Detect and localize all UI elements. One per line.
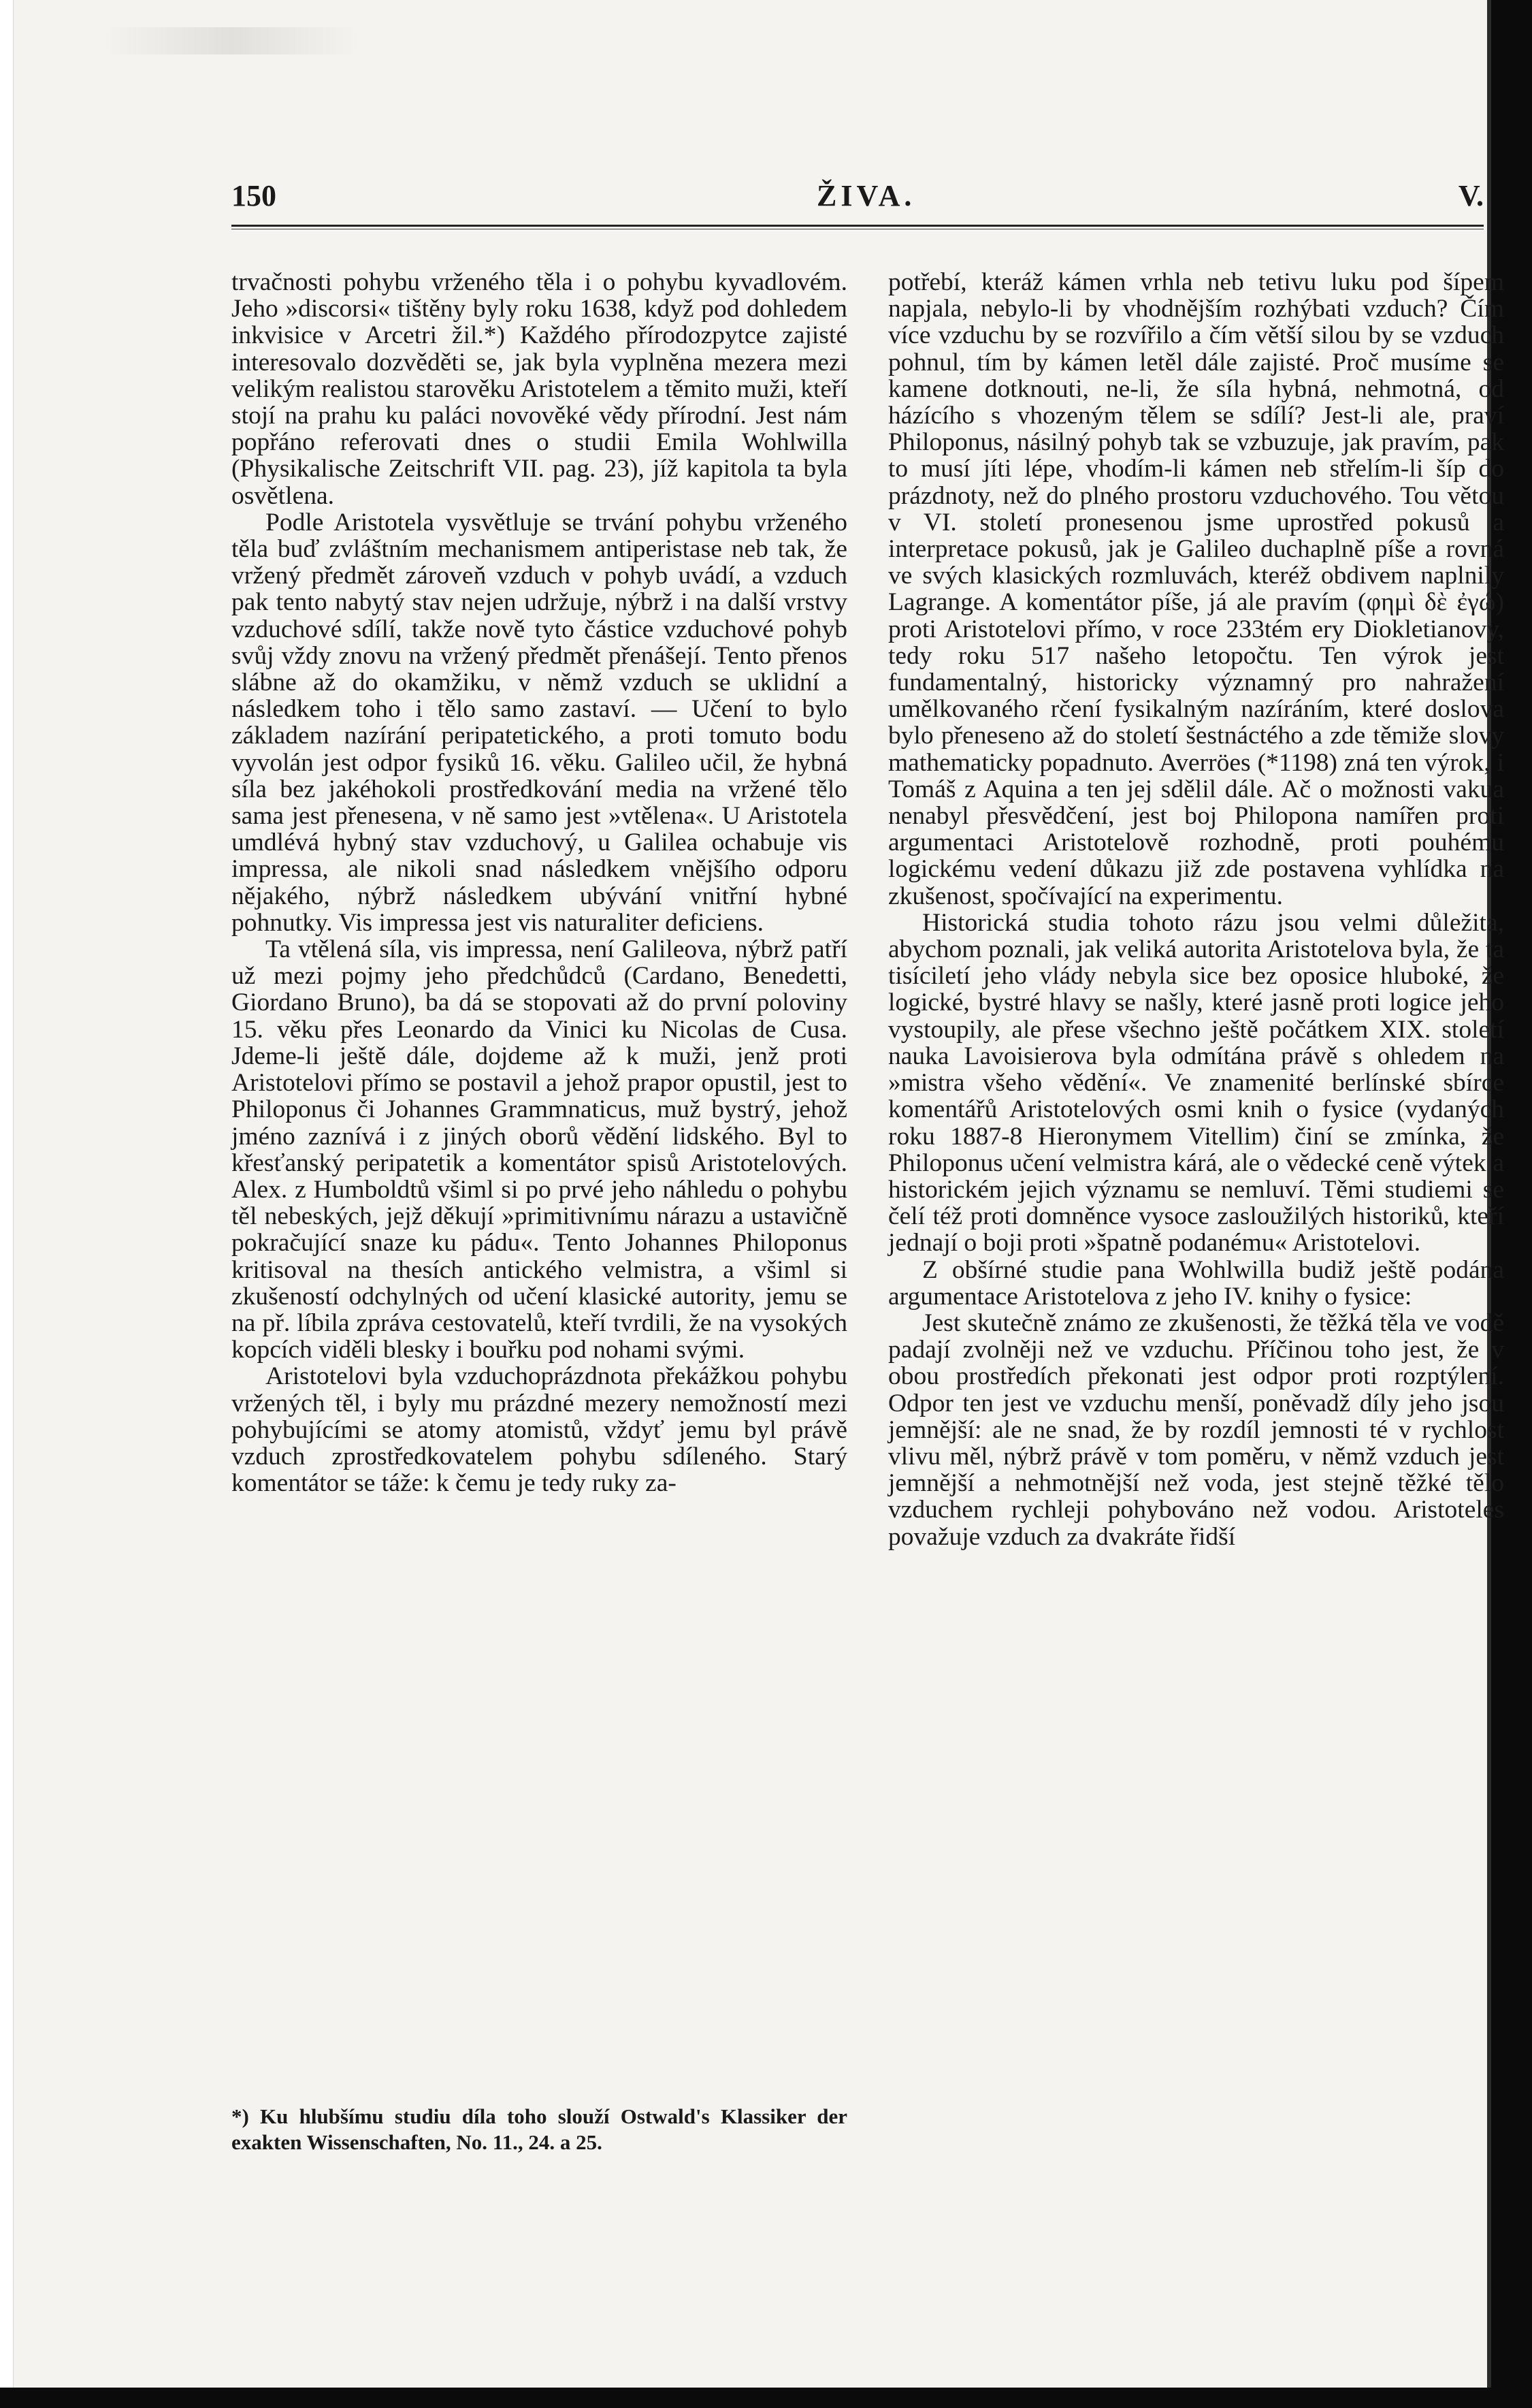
paragraph: Historická studia tohoto rázu jsou velmi důležita, abychom poznali, jak veliká autorita Aristotelova byla, že ta tisíciletí jeho vlády nebyla sice bez oposice hluboké, že logické, bystré hlavy se našly, které jasně proti logice jeho vystoupily, ale přese všechno ještě počátkem XIX. století nauka Lavoisierova byla odmítána právě s ohledem na »mistra všeho vědění«. Ve znamenité berlínské sbírce komentářů Aristotelových osmi knih o fysice (vydaných roku 1887-8 Hieronymem Vitellim) činí se zmínka, že Philoponus učení velmistra kárá, ale o vědecké ceně výtek a historickém jejich významu se nemluví. Těmi studiemi se čelí též proti domněnce vysoce zasloužilých historiků, kteří jednají o boji proti »špatně podanému« Aristotelovi. [888,908,1504,1257]
paragraph: potřebí, kteráž kámen vrhla neb tetivu luku pod šípem napjala, nebylo-li by vhodnějším rozhýbati vzduch? Čím více vzduchu by se rozvířilo a čím větší silou by se vzduch pohnul, tím by kámen letěl dále zajisté. Proč musíme se kamene dotknouti, ne-li, že síla hybná, nehmotná, od házícího s vhozeným tělem se sdílí? Jest-li ale, praví Philoponus, násilný pohyb tak se vzbuzuje, jak pravím, pak to musí jíti lépe, vhodím-li kámen neb střelím-li šíp do prázdnoty, než do plného prostoru vzduchového. Tou větou v VI. století pronesenou jsme uprostřed pokusů a interpretace pokusů, jak je Galileo duchaplně píše a rovná ve svých klasických rozmluvách, kteréž obdivem naplnily Lagrange. A komentátor píše, já ale pravím (φημὶ δὲ ἐγώ) proti Aristotelovi přímo, v roce 233tém ery Diokletianovy, tedy roku 517 našeho letopočtu. Ten výrok jest fundamentalný, historicky významný pro nahražení umělkovaného rčení fysikalným nazíráním, které doslova bylo přeneseno až do století šestnáctého a zde těmiže slovy mathematicky popadnuto. Averröes (*1198) zná ten výrok, i Tomáš z Aquina a ten jej sdělil dále. Ač o možnosti vakua nenabyl přesvědčení, jest boj Philopona namířen proti argumentaci Aristotelově rozhodně, proti pouhému logickému vedení důkazu již zde postavena vyhlídka na zkušenost, spočívající na experimentu. [888,268,1504,910]
paragraph: Jest skutečně známo ze zkušenosti, že těžká těla ve vodě padají zvolněji než ve vzduchu. Příčinou toho jest, že v obou prostředích překonati jest odpor proti rozptýlení. Odpor ten jest ve vzduchu menší, poněvadž díly jeho jsou jemnější: ale ne snad, že by rozdíl jemnosti té v rychlost vlivu měl, nýbrž právě v tom poměru, v němž vzduch jest jemnější a nehmotnější než voda, jest stejně těžké tělo vzduchem rychleji pohybováno než vodou. Aristoteles považuje vzduch za dvakráte řidší [888,1309,1504,1551]
running-header [231,178,1484,219]
paragraph: Aristotelovi byla vzduchoprázdnota překážkou pohybu vržených těl, i byly mu prázdné mezery nemožností mezi pohybujícími se atomy atomistů, vždyť jemu byl právě vzduch zprostředkovatelem pohybu sdíleného. Starý komentátor se táže: k čemu je tedy ruky za- [231,1362,847,1498]
paragraph: trvačnosti pohybu vrženého těla i o pohybu kyvadlovém. Jeho »discorsi« tištěny byly roku 1638, když pod dohledem inkvisice v Arcetri žil.*) Každého přírodozpytce zajisté interesovalo dozvěděti se, jak byla vyplněna mezera mezi velikým realistou starověku Aristotelem a těmito muži, kteří stojí na prahu ku paláci novověké vědy přírodní. Jest nám popřáno referovati dnes o studii Emila Wohlwilla (Physikalische Zeitschrift VII. pag. 23), jíž kapitola ta byla osvětlena. [231,268,847,510]
left-column [231,269,847,1496]
journal-title: ŽIVA. [817,179,916,212]
paragraph: Podle Aristotela vysvětluje se trvání pohybu vrženého těla buď zvláštním mechanismem antiperistase neb tak, že vržený předmět zároveň vzduch v pohyb uvádí, a vzduch pak tento nabytý stav nejen udržuje, nýbrž i na další vrstvy vzduchové sdílí, takže nově tyto částice vzduchové pohyb svůj vždy znovu na vržený předmět přenášejí. Tento přenos slábne až do okamžiku, v němž vzduch se uklidní a následkem toho i tělo samo zastaví. — Učení to bylo základem nazírání peripatetického, a proti tomuto bodu vyvolán jest odpor fysiků 16. věku. Galileo učil, že hybná síla bez jakéhokoli prostředkování media na vržené tělo sama jest přenesena, v ně samo jest »vtělena«. U Aristotela umdlévá hybný stav vzduchový, u Galilea ochabuje vis impressa, ale nikoli snad následkem vnějšího odporu nějakého, nýbrž následkem ubývání vnitřní hybné pohnutky. Vis impressa jest vis naturaliter deficiens. [231,508,847,937]
header-rule [231,225,1484,229]
scan-smudge [102,27,361,54]
right-column [888,269,1504,1550]
paragraph: Ta vtělená síla, vis impressa, není Galileova, nýbrž patří už mezi pojmy jeho předchůdců (Cardano, Benedetti, Giordano Bruno), ba dá se stopovati až do první poloviny 15. věku přes Leonardo da Vinici ku Nicolas de Cusa. Jdeme-li ještě dále, dojdeme až k muži, jenž proti Aristotelovi přímo se postavil a jehož prapor opustil, jest to Philoponus či Johannes Grammnaticus, muž bystrý, jehož jméno zaznívá i z jiných oborů vědění lidského. Byl to křesťanský peripatetik a komentátor spisů Aristotelových. Alex. z Humboldtů všiml si po prvé jeho náhledu o pohybu těl nebeských, jejž děkují »primitivnímu nárazu a ustavičně pokračující snaze ku pádu«. Tento Johannes Philoponus kritisoval na thesích antického velmistra, a všiml si zkušeností odchylných od učení klasické autority, jemu se na př. líbila zpráva cestovatelů, kteří tvrdili, že na vysokých kopcích viděli blesky i bouřku pod nohami svými. [231,935,847,1364]
volume-number: V. [1458,179,1484,212]
paragraph: Z obšírné studie pana Wohlwilla budiž ještě podána argumentace Aristotelova z jeho IV. knihy o fysice: [888,1255,1504,1311]
scan-border-bottom [0,2388,1532,2408]
footnote: *) Ku hlubšímu studiu díla toho slouží Ostwald's Klassiker der exakten Wissenschaften, No. 11., 24. a 25. [231,2104,847,2154]
page-number: 150 [231,179,276,212]
